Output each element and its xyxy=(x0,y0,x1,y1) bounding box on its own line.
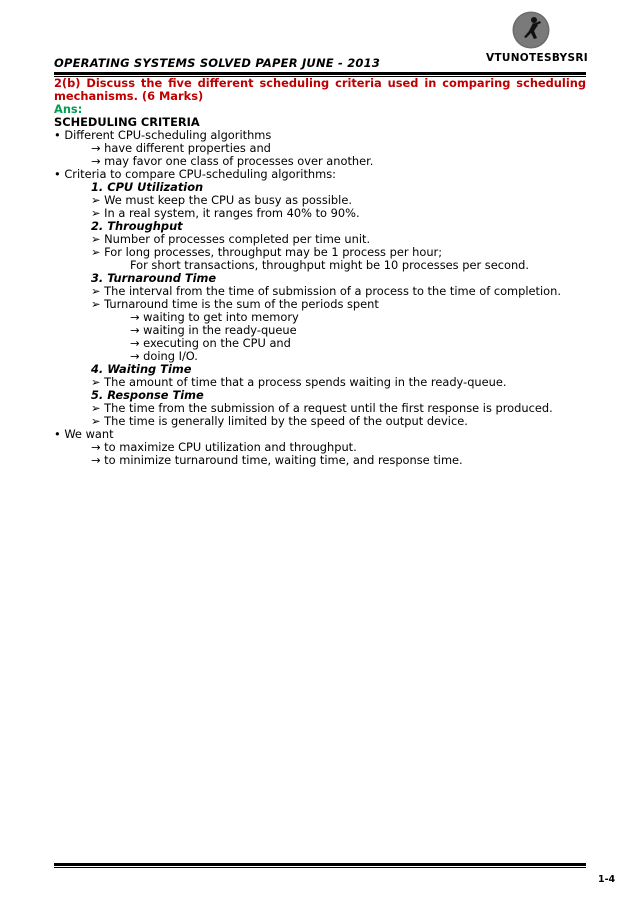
content xyxy=(54,77,586,467)
criterion-heading: 2. Throughput xyxy=(91,219,183,233)
criterion-point: ➢ We must keep the CPU as busy as possible. xyxy=(91,193,352,207)
footer-rule-thin xyxy=(54,867,586,868)
criterion-heading: 1. CPU Utilization xyxy=(91,180,204,194)
question-line-2: mechanisms. (6 Marks) xyxy=(54,89,204,103)
arrow-line: → to minimize turnaround time, waiting time, and response time. xyxy=(91,453,463,467)
criterion-point: ➢ The amount of time that a process spends waiting in the ready-queue. xyxy=(91,375,507,389)
bullet-line: • Different CPU-scheduling algorithms xyxy=(54,128,272,142)
criterion-point: ➢ The interval from the time of submission of a process to the time of completion. xyxy=(91,284,561,298)
criterion-heading: 3. Turnaround Time xyxy=(91,271,217,285)
criterion-point: ➢ For long processes, throughput may be 1 process per hour; xyxy=(91,245,443,259)
criterion-point: ➢ The time is generally limited by the speed of the output device. xyxy=(91,414,468,428)
criterion-point: ➢ Number of processes completed per time unit. xyxy=(91,232,371,246)
page-header-title: OPERATING SYSTEMS SOLVED PAPER JUNE - 2013 xyxy=(54,56,381,70)
page-number: 1-4 xyxy=(598,874,616,885)
arrow-line: → doing I/O. xyxy=(130,349,198,363)
section-heading: SCHEDULING CRITERIA xyxy=(54,115,200,129)
brand-name: VTUNOTESBYSRI xyxy=(486,52,588,64)
criterion-point: ➢ Turnaround time is the sum of the periods spent xyxy=(91,297,379,311)
question-line-1: 2(b) Discuss the five different scheduling criteria used in comparing scheduling xyxy=(54,76,586,90)
bullet-line: • We want xyxy=(54,427,114,441)
criterion-point: ➢ In a real system, it ranges from 40% to 90%. xyxy=(91,206,360,220)
criterion-heading: 5. Response Time xyxy=(91,388,204,402)
footer-rule xyxy=(54,863,586,866)
header-rule xyxy=(54,72,586,75)
arrow-line: → have different properties and xyxy=(91,141,271,155)
criterion-heading: 4. Waiting Time xyxy=(91,362,192,376)
brand-logo-icon xyxy=(512,11,550,49)
arrow-line: → waiting in the ready-queue xyxy=(130,323,297,337)
bullet-line: • Criteria to compare CPU-scheduling algorithms: xyxy=(54,167,337,181)
arrow-line: → waiting to get into memory xyxy=(130,310,299,324)
criterion-point: ➢ The time from the submission of a request until the first response is produced. xyxy=(91,401,553,415)
answer-label: Ans: xyxy=(54,102,83,116)
criterion-point: For short transactions, throughput might be 10 processes per second. xyxy=(130,258,530,272)
arrow-line: → to maximize CPU utilization and throughput. xyxy=(91,440,357,454)
arrow-line: → may favor one class of processes over another. xyxy=(91,154,374,168)
arrow-line: → executing on the CPU and xyxy=(130,336,291,350)
